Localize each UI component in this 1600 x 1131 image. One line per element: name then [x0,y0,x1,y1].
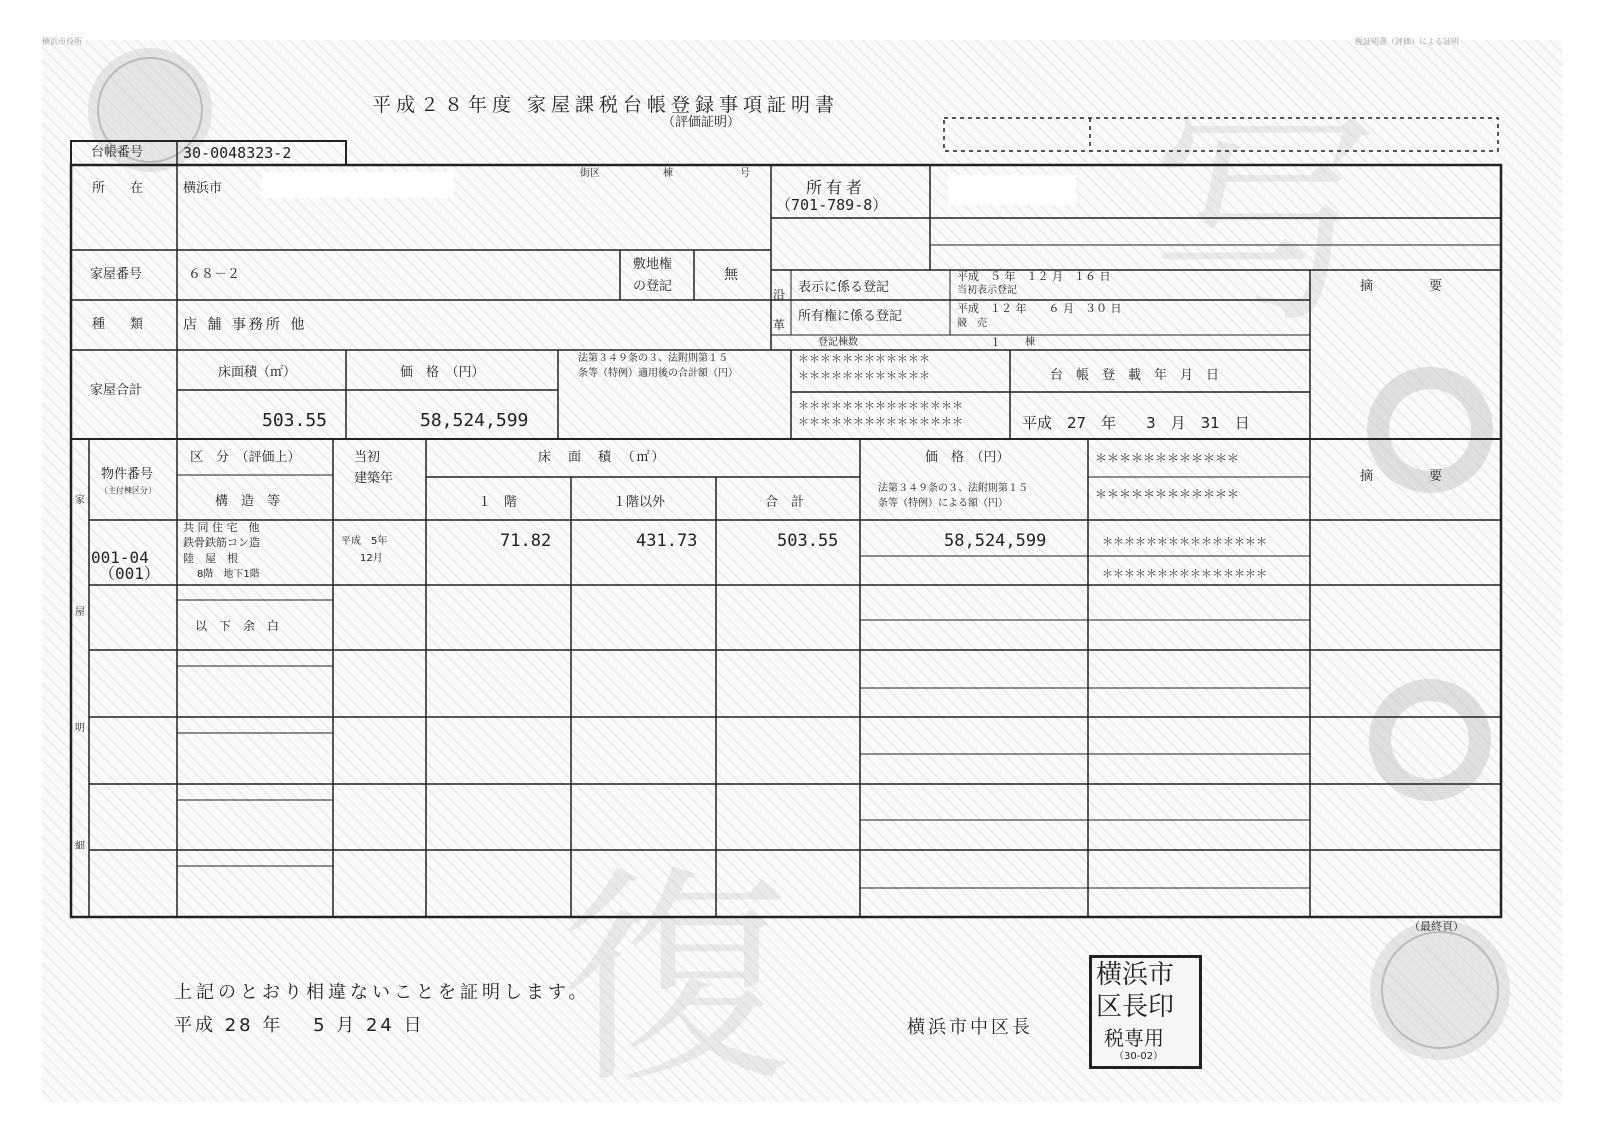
seal-line-1: 横浜市 [1096,960,1175,990]
total-price-value: 58,524,599 [420,410,529,431]
row-stars-1: ＊＊＊＊＊＊＊＊＊＊＊＊＊＊＊ [1102,535,1267,548]
summary-header-detail: 摘 要 [1360,469,1453,484]
detail-stars-h1: ＊＊＊＊＊＊＊＊＊＊＊＊ [1095,451,1240,465]
detail-special-label-2: 条等（特例）による額（円） [878,498,1008,509]
detail-stars-h2: ＊＊＊＊＊＊＊＊＊＊＊＊ [1095,487,1240,501]
total-stars-d: ＊＊＊＊＊＊＊＊＊＊＊＊＊＊＊ [798,415,963,428]
total-floor-area-label: 床面積（㎡） [218,365,297,380]
detail-side-char-4: 細 [75,841,85,852]
certification-text: 上記のとおり相違ないことを証明します。 [174,982,591,1003]
display-registration-label: 表示に係る登記 [798,280,890,295]
total-price-label: 価 格 （円） [400,365,485,380]
official-seal [1089,955,1202,1069]
row-structure-1: 鉄骨鉄筋コン造 [183,536,260,549]
document-subtitle: （評価証明） [662,115,741,130]
watermark-char-1: 復 [560,848,791,1115]
row-built-year-2: 12月 [360,553,383,564]
document-title: 平成２８年度 家屋課税台帳登録事項証明書 [372,94,840,116]
site-right-label-1: 敷地権 [633,257,673,272]
total-stars-b: ＊＊＊＊＊＊＊＊＊＊＊＊ [798,369,930,382]
item-number-value: 001-04 [91,548,149,567]
row-floor-other-value: 431.73 [636,531,698,551]
house-number-value: ６８－２ [188,267,241,282]
top-right-marginal-note: 税証明書（評価）による証明 [1355,37,1459,46]
house-number-label: 家屋番号 [90,267,143,282]
registration-count-unit: 棟 [1025,337,1035,348]
total-stars-a: ＊＊＊＊＊＊＊＊＊＊＊＊ [798,352,930,365]
location-value: 横浜市 [183,181,223,196]
row-built-year-1: 平成 5年 [341,536,388,547]
detail-side-char-3: 明 [75,723,85,734]
ledger-number-value: 30-0048323-2 [183,144,292,162]
certification-date: 平成 28 年 5 月 24 日 [174,1015,425,1036]
location-go-label: 号 [740,168,750,179]
seal-line-4: （30-02） [1114,1051,1164,1062]
remainder-blank-note: 以 下 余 白 [195,619,280,633]
structure-label: 構 造 等 [215,494,281,509]
total-special-label-1: 法第３４９条の３、法附則第１５ [578,353,728,364]
ownership-registration-label: 所有権に係る登記 [798,309,903,324]
total-special-label-2: 条等（特例）適用後の合計額（円） [578,368,738,379]
built-year-label-2: 建築年 [354,471,394,486]
row-stars-2: ＊＊＊＊＊＊＊＊＊＊＊＊＊＊＊ [1102,567,1267,580]
ledger-date-value: 平成 27 年 3 月 31 日 [1022,414,1250,432]
last-page-note: （最終頁） [1409,920,1464,933]
total-stars-c: ＊＊＊＊＊＊＊＊＊＊＊＊＊＊＊ [798,399,963,412]
seal-line-2: 区長印 [1096,992,1175,1022]
owner-code: （701-789-8） [776,196,888,214]
row-structure-3: 8階 地下1階 [197,569,260,580]
floor-1-label: １ 階 [478,495,518,510]
floor-other-label: １階以外 [613,495,666,510]
site-right-label-2: の登記 [633,279,673,294]
location-gaiku-label: 街区 [580,168,600,179]
display-registration-note: 当初表示登記 [957,285,1017,296]
floor-total-label: 合 計 [765,495,805,510]
site-right-value: 無 [724,267,738,283]
item-number-sublabel: （主付棟区分） [100,486,156,495]
redacted-owner-name [948,175,1076,205]
ownership-registration-date: 平成 １２ 年 ６ 月 ３０ 日 [957,302,1122,315]
row-price-value: 58,524,599 [944,531,1047,551]
watermark-char-2: 写 [1150,88,1381,355]
row-structure-2: 陸 屋 根 [183,552,238,565]
type-value: 店 舗 事務所 他 [183,317,308,333]
issuer-name: 横浜市中区長 [907,1017,1033,1038]
detail-price-label: 価 格 （円） [925,450,1010,465]
registration-count-value: １ [990,336,1001,349]
location-label: 所 在 [92,181,150,196]
redacted-address [262,172,454,198]
detail-floor-area-label: 床 面 積 （㎡） [538,450,667,465]
summary-header-top: 摘 要 [1360,279,1453,294]
row-class-value: 共 同 住 宅 他 [183,521,260,534]
total-floor-area-value: 503.55 [262,410,328,431]
dashed-stamp-box [944,118,1498,151]
type-label: 種 類 [92,317,150,332]
ownership-registration-note: 競 売 [957,318,987,329]
owner-label: 所有者 [806,178,867,197]
ledger-date-label: 台 帳 登 載 年 月 日 [1050,368,1220,383]
seal-line-3: 税専用 [1104,1026,1164,1050]
row-floor-1-value: 71.82 [500,531,552,551]
built-year-label-1: 当初 [354,450,381,465]
registration-count-label: 登記棟数 [818,337,858,348]
row-floor-total-value: 503.55 [777,531,839,551]
display-registration-date: 平成 ５ 年 １２ 月 １６ 日 [957,270,1111,283]
item-number-sub-value: （001） [99,564,160,583]
detail-special-label-1: 法第３４９条の３、法附則第１５ [878,483,1028,494]
ledger-number-label: 台帳番号 [91,145,144,160]
class-label: 区 分 （評価上） [190,450,301,465]
detail-side-char-2: 屋 [75,607,85,618]
history-label: 沿革 [773,288,786,332]
detail-side-char-1: 家 [75,495,85,506]
top-left-marginal-note: 横浜市役所 [42,37,82,46]
total-label: 家屋合計 [90,383,143,398]
item-number-label: 物件番号 [101,467,154,482]
location-mune-label: 棟 [663,168,673,179]
